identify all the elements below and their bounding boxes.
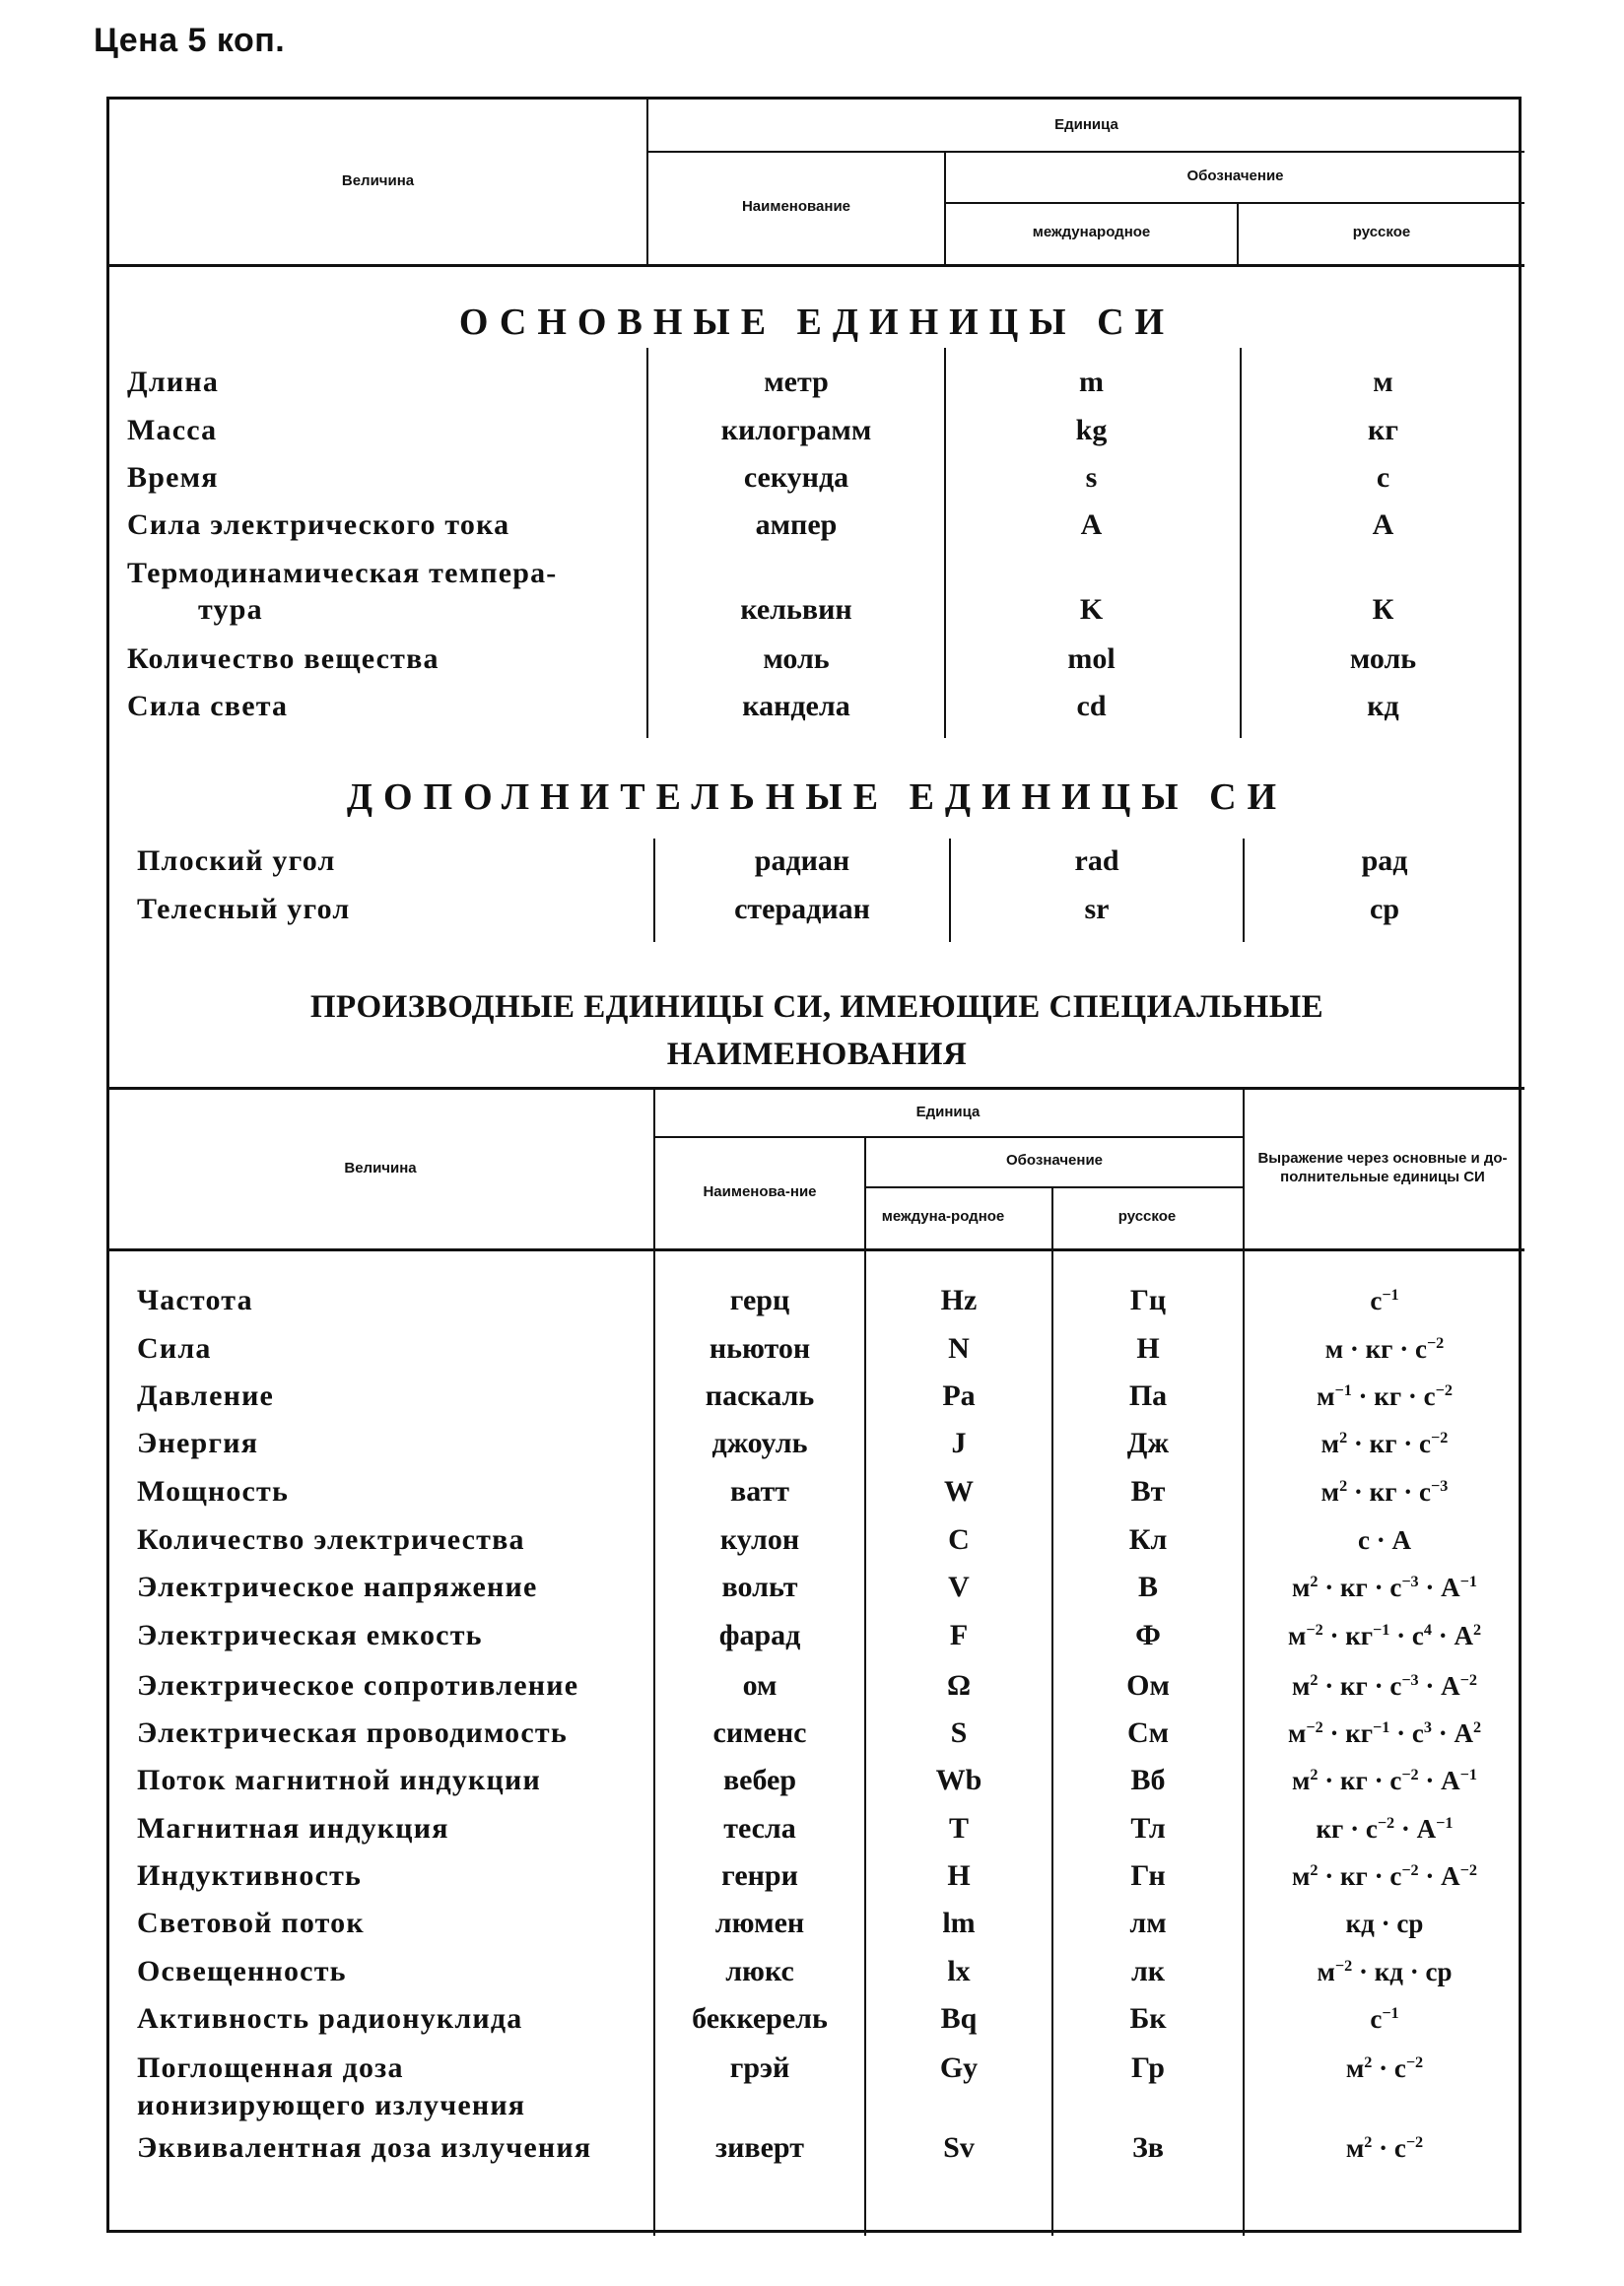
derived-rus: См: [1126, 1716, 1170, 1749]
supp-quantity: Плоский угол: [137, 844, 336, 877]
base-quantity: Сила электрического тока: [127, 508, 510, 541]
derived-name: грэй: [729, 2051, 790, 2084]
derived-expr: $м^2$ · кг · $с^{-3} \cdot А^{-2}$: [1292, 1671, 1477, 1701]
derived-expr: кг · $с^{-2} \cdot А^{-1}$: [1316, 1814, 1454, 1844]
derived-intl: Sv: [943, 2131, 975, 2164]
derived-name: герц: [729, 1284, 790, 1316]
derived-expr: $м^2$ · кг · $с^{-2} \cdot А^{-1}$: [1292, 1766, 1477, 1795]
header1-name: Наименование: [741, 198, 851, 216]
derived-rus: Ф: [1135, 1619, 1161, 1651]
base-rus: м: [1373, 366, 1393, 398]
base-quantity: Термодинамическая темпера-: [127, 557, 558, 589]
derived-expr: $м^2$ · кг · $с^{-3} \cdot А^{-1}$: [1292, 1573, 1477, 1602]
derived-rus: Гц: [1129, 1284, 1167, 1316]
base-rus: А: [1372, 508, 1394, 541]
derived-rus: В: [1137, 1571, 1158, 1603]
derived-intl: T: [948, 1812, 969, 1845]
derived-expr: $м^{-2} \cdot кг^{-1} \cdot с^4 \cdot А^2$: [1287, 1621, 1482, 1650]
base-rus: К: [1372, 593, 1394, 626]
derived-intl: S: [950, 1716, 968, 1749]
supp-name: радиан: [754, 844, 850, 877]
derived-rus: Вт: [1130, 1475, 1166, 1508]
header1-designation: Обозначение: [1186, 167, 1284, 184]
base-name: килограмм: [720, 414, 872, 446]
derived-name: люмен: [714, 1907, 805, 1939]
derived-intl: W: [944, 1475, 974, 1508]
base-intl: cd: [1076, 690, 1107, 722]
header2-expression: Выражение через основные и до-полнительные единицы СИ: [1257, 1150, 1508, 1185]
derived-expr: кд · ср: [1345, 1909, 1424, 1938]
derived-name: вольт: [721, 1571, 798, 1603]
derived-name: вебер: [722, 1764, 797, 1796]
derived-intl: lm: [942, 1907, 976, 1939]
derived-rus: Зв: [1131, 2131, 1165, 2164]
derived-expr: $м^2$ · кг · $с^{-2} \cdot А^{-2}$: [1292, 1861, 1477, 1891]
header1-international: международное: [1032, 224, 1151, 241]
derived-intl: lx: [947, 1955, 971, 1987]
derived-expr: $м^2 \cdot с^{-2}$: [1345, 2133, 1424, 2163]
supp-intl: rad: [1074, 844, 1119, 877]
section-derived-title: [109, 983, 1524, 1078]
header1-vline-name: [646, 100, 648, 264]
base-vline-3: [1240, 348, 1242, 738]
base-name: кандела: [742, 690, 850, 722]
base-rus: кд: [1367, 690, 1399, 722]
derived-intl: Ω: [946, 1669, 972, 1702]
derived-name: паскаль: [705, 1379, 815, 1412]
derived-q: Поток магнитной индукции: [137, 1764, 541, 1796]
base-vline-2: [944, 348, 946, 738]
supp-name: стерадиан: [734, 893, 870, 925]
derived-expr: $м^2$ · кг · $с^{-2}$: [1320, 1429, 1449, 1458]
base-quantity: Масса: [127, 414, 218, 446]
derived-q: Освещенность: [137, 1955, 347, 1987]
base-name: метр: [764, 366, 829, 398]
derived-name: ватт: [730, 1475, 789, 1508]
header2-hline-designation: [864, 1186, 1243, 1188]
base-intl: mol: [1067, 642, 1116, 675]
derived-expr: $м^{-2}$ · кд · ср: [1317, 1957, 1453, 1986]
derived-rus: Па: [1128, 1379, 1168, 1412]
base-vline-1: [646, 348, 648, 738]
derived-q: Давление: [137, 1379, 275, 1412]
derived-expr: $м^{-1}$ · кг · $с^{-2}$: [1317, 1381, 1453, 1411]
base-quantity: Длина: [127, 366, 220, 398]
derived-q: Эквивалентная доза излучения: [137, 2131, 592, 2164]
derived-expr: $м^{-2} \cdot кг^{-1} \cdot с^3 \cdot А^2$: [1287, 1718, 1482, 1748]
derived-expr: $м^2 \cdot с^{-2}$: [1345, 2053, 1424, 2083]
derived-q: Частота: [137, 1284, 253, 1316]
base-name: моль: [763, 642, 830, 675]
header2-russian: русское: [1117, 1208, 1177, 1226]
section-derived-line2: НАИМЕНОВАНИЯ: [666, 1037, 968, 1072]
base-name: ампер: [755, 508, 838, 541]
derived-q: Количество электричества: [137, 1523, 525, 1556]
derived-intl: F: [949, 1619, 969, 1651]
section-base-title: ОСНОВНЫЕ ЕДИНИЦЫ СИ: [458, 302, 1176, 343]
units-table: [106, 97, 1522, 2233]
header2-hline-unit: [653, 1136, 1243, 1138]
base-intl: A: [1080, 508, 1103, 541]
derived-q: Мощность: [137, 1475, 290, 1508]
base-intl: m: [1079, 366, 1104, 398]
derived-q: Электрическая емкость: [137, 1619, 483, 1651]
base-quantity: Количество вещества: [127, 642, 440, 675]
derived-rus: Н: [1136, 1332, 1160, 1365]
derived-name: генри: [721, 1859, 798, 1892]
header1-quantity: Величина: [341, 172, 415, 190]
base-rus: с: [1376, 461, 1390, 494]
derived-intl: Hz: [940, 1284, 978, 1316]
derived-q: Энергия: [137, 1427, 259, 1459]
header1-bottom-rule: [109, 264, 1524, 267]
base-name: секунда: [743, 461, 849, 494]
base-name: кельвин: [740, 593, 852, 626]
header2-quantity: Величина: [344, 1159, 417, 1177]
base-quantity: Время: [127, 461, 219, 494]
header2-international: междуна-родное: [881, 1208, 1005, 1226]
derived-expr: $с^{-1}$: [1370, 2004, 1399, 2034]
derived-q-cont: ионизирующего излучения: [137, 2089, 526, 2121]
derived-name: сименс: [712, 1716, 807, 1749]
derived-q: Сила: [137, 1332, 212, 1365]
derived-expr: с · А: [1358, 1525, 1411, 1555]
derived-rus: Тл: [1130, 1812, 1166, 1845]
derived-rus: Дж: [1126, 1427, 1170, 1459]
derived-intl: Bq: [940, 2002, 978, 2035]
supp-rus: ср: [1370, 893, 1399, 925]
derived-rus: лк: [1130, 1955, 1166, 1987]
derived-name: беккерель: [692, 2002, 828, 2035]
header2-designation: Обозначение: [1005, 1152, 1104, 1170]
derived-name: ньютон: [709, 1332, 811, 1365]
derived-expr: $м^2$ · кг · $с^{-3}$: [1320, 1477, 1449, 1507]
derived-expr: м · кг · $с^{-2}$: [1324, 1334, 1445, 1364]
header2-name: Наименова-ние: [703, 1182, 817, 1200]
supp-quantity: Телесный угол: [137, 893, 351, 925]
price-label: Цена 5 коп.: [94, 22, 286, 59]
derived-q: Индуктивность: [137, 1859, 363, 1892]
derived-intl: N: [948, 1332, 970, 1365]
derived-name: джоуль: [711, 1427, 808, 1459]
header1-russian: русское: [1352, 224, 1411, 241]
derived-rus: Ом: [1126, 1669, 1170, 1702]
derived-q: Световой поток: [137, 1907, 365, 1939]
base-intl: s: [1085, 461, 1098, 494]
supp-rus: рад: [1361, 844, 1408, 877]
derived-q: Электрическое напряжение: [137, 1571, 538, 1603]
derived-name: зиверт: [715, 2131, 804, 2164]
derived-name: тесла: [723, 1812, 796, 1845]
base-intl: kg: [1075, 414, 1108, 446]
header1-vline-russian: [1237, 202, 1239, 264]
base-rus: кг: [1368, 414, 1398, 446]
supp-intl: sr: [1084, 893, 1110, 925]
base-intl: K: [1079, 593, 1104, 626]
header2-bottom-rule: [109, 1248, 1524, 1251]
derived-name: фарад: [718, 1619, 801, 1651]
base-rus: моль: [1349, 642, 1417, 675]
derived-rus: лм: [1129, 1907, 1167, 1939]
header1-unit: Единица: [1054, 115, 1118, 133]
base-quantity-cont: тура: [198, 593, 263, 626]
derived-intl: Pa: [942, 1379, 976, 1412]
derived-rus: Гн: [1130, 1859, 1166, 1892]
derived-intl: J: [951, 1427, 967, 1459]
derived-name: ом: [742, 1669, 778, 1702]
derived-intl: Gy: [939, 2051, 979, 2084]
derived-rus: Гр: [1131, 2051, 1165, 2084]
derived-q: Магнитная индукция: [137, 1812, 449, 1845]
derived-q: Активность радионуклида: [137, 2002, 523, 2035]
section-derived-line1: ПРОИЗВОДНЫЕ ЕДИНИЦЫ СИ, ИМЕЮЩИЕ СПЕЦИАЛЬНЫЕ: [309, 989, 1324, 1025]
base-quantity: Сила света: [127, 690, 289, 722]
derived-q: Электрическое сопротивление: [137, 1669, 579, 1702]
derived-q: Электрическая проводимость: [137, 1716, 568, 1749]
section-supp-title: ДОПОЛНИТЕЛЬНЫЕ ЕДИНИЦЫ СИ: [346, 776, 1288, 818]
derived-name: кулон: [719, 1523, 800, 1556]
header1-hline-unit: [646, 151, 1524, 153]
derived-intl: Wb: [935, 1764, 982, 1796]
derived-intl: V: [948, 1571, 970, 1603]
derived-rus: Вб: [1130, 1764, 1166, 1796]
derived-name: люкс: [725, 1955, 794, 1987]
derived-rus: Бк: [1129, 2002, 1167, 2035]
derived-expr: $с^{-1}$: [1370, 1286, 1399, 1315]
header1-hline-designation: [944, 202, 1524, 204]
derived-q: Поглощенная доза: [137, 2051, 404, 2084]
derived-intl: H: [947, 1859, 971, 1892]
header2-unit: Единица: [915, 1103, 981, 1120]
derived-rus: Кл: [1128, 1523, 1168, 1556]
derived-intl: C: [948, 1523, 970, 1556]
header1-vline-designation: [944, 151, 946, 264]
